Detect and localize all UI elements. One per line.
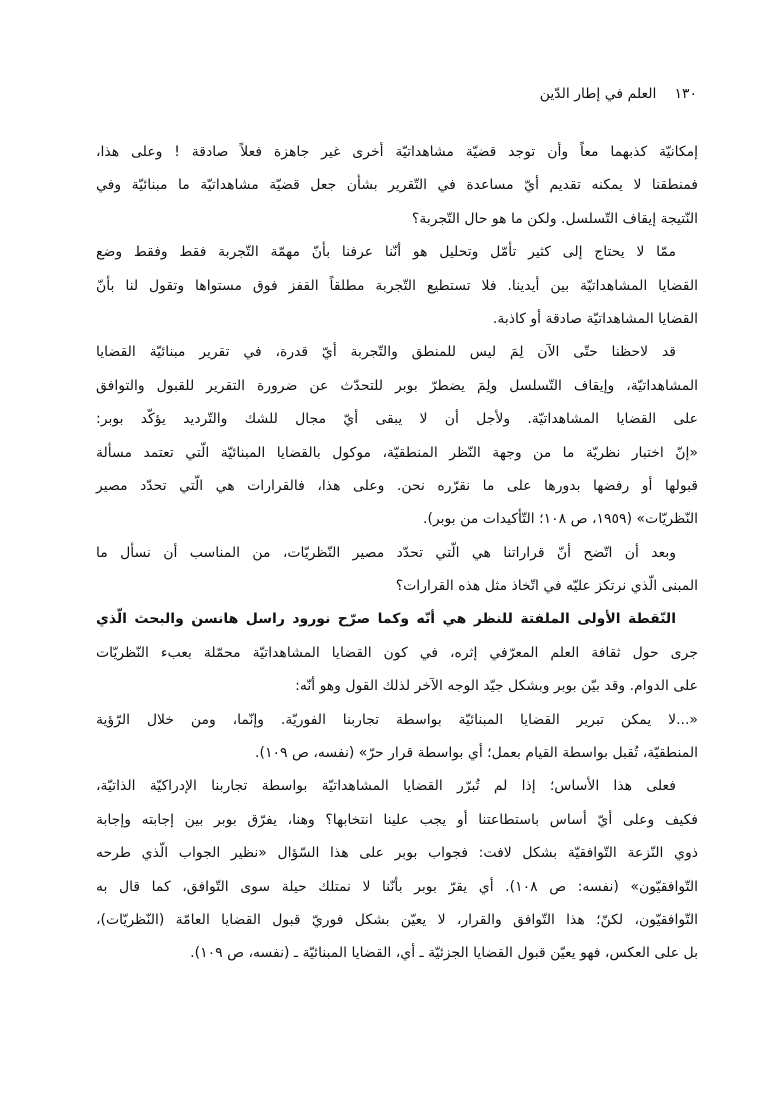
running-header <box>540 86 697 102</box>
text-line: التّوافقيّون، لكنّ؛ هذا التّوافق والقرار، لا يعيّن بشكل فوريّ قبول القضايا العامّة (النّظريّات)، <box>96 911 698 928</box>
text-line: النّتيجة إيقاف التّسلسل. ولكن ما هو حال التّجربة؟ <box>411 210 698 227</box>
text-line: ممّا لا يحتاج إلى كثير تأمّل وتحليل هو أنّنا عرفنا بأنّ مهمّة التّجربة فقط وفقط وضع <box>96 244 676 261</box>
text-line: على القضايا المشاهداتيّة. ولأجل أن لا يبقى أيّ مجال للشك والتّرديد يؤكّد بوبر: <box>96 411 698 428</box>
text-line: فعلى هذا الأساس؛ إذا لم تُبرّر القضايا المشاهداتيّة بواسطة تجاربنا الإدراكيّة الذاتيّة، <box>96 778 676 795</box>
text-line: النّظريّات» (١٩٥٩، ص ١٠٨؛ التّأكيدات من بوبر). <box>423 511 698 528</box>
text-line: القضايا المشاهداتيّة بين أيدينا. فلا تستطيع التّجربة مطلقاً القفز فوق مستواها وتقول لنا بأنّ <box>96 277 698 294</box>
text-line: فكيف وعلى أيّ أساس باستطاعتنا أو يجب علينا انتخابها؟ وهنا، يفرّق بوبر بين إجابته وإجابة <box>96 811 698 828</box>
running-title: العلم في إطار الدّين <box>539 86 657 102</box>
text-line: المبنى الّذي نرتكز عليّه في اتّخاذ مثل هذه القرارات؟ <box>395 578 698 595</box>
text-line: وبعد أن اتّضح أنّ قراراتنا هي الّتي تحدّد مصير النّظريّات، من المناسب أن نسأل ما <box>96 544 676 561</box>
text-line: القضايا المشاهداتيّة صادقة أو كاذبة. <box>492 310 698 327</box>
text-line: «...لا يمكن تبرير القضايا المبنائيّة بواسطة تجاربنا الفوريّة. وإنّما، ومن خلال الرّؤية <box>96 711 698 728</box>
text-line: على الدوام. وقد بيّن بوبر وبشكل جيّد الوجه الآخر لذلك القول وهو أنّه: <box>295 678 698 695</box>
text-line: قبولها أو رفضها بدورها على ما نقرّره نحن. وعلى هذا، فالقرارات هي الّتي تحدّد مصير <box>96 477 698 494</box>
text-line: المنطقيّة، تُقبل بواسطة القيام بعمل؛ أي بواسطة قرار حرّ» (نفسه، ص ١٠٩). <box>255 745 698 762</box>
text-line: إمكانيّة كذبهما معاً وأن توجد قضيّة مشاهداتيّة أخرى غير جاهزة فعلاً صادقة ! وعلى هذا، <box>96 144 698 160</box>
text-line: النّقطة الأولى الملفتة للنظر هي أنّه وكما صرّح نورود راسل هانسن والبحث الّذي <box>96 611 676 628</box>
text-line: فمنطقنا لا يمكنه تقديم أيّ مساعدة في التّقرير بشأن جعل قضيّة مشاهداتيّة ما مبنائيّة وفي <box>96 177 698 194</box>
body-text <box>96 136 698 971</box>
text-line: بل على العكس، فهو يعيّن قبول القضايا الجزئيّة ـ أي، القضايا المبنائيّة ـ (نفسه، ص ١٠٩). <box>190 945 698 962</box>
text-line: ذوي النّزعة التّوافقيّة بشكل لافت: فجواب بوبر على هذا السّؤال «نظير الجواب الّذي طرحه <box>96 845 698 862</box>
text-line: قد لاحظنا حتّى الآن لِمَ ليس للمنطق والتّجربة أيّ قدرة، في تقرير مبنائيّة القضايا <box>96 344 676 361</box>
text-line: التّوافقيّون» (نفسه: ص ١٠٨). أي يقرّ بوبر بأنّنا لا نمتلك حيلة سوى التّوافق، كما قال به <box>96 878 698 895</box>
text-line: «إنّ اختبار نظريّة ما من وجهة النّظر المنطقيّة، موكول بالقضايا المبنائيّة الّتي تعتمد مسألة <box>96 444 698 461</box>
text-line: المشاهداتيّة، وإيقاف التّسلسل ولِمَ يضطرّ بوبر للتحدّث عن ضرورة التقرير للقبول والتوافق <box>96 377 698 394</box>
text-line: جرى حول ثقافة العلم المعرّفي إثره، في كون القضايا المشاهداتيّة محمّلة بعبء النّظريّات <box>96 644 698 661</box>
page-number: ١٣٠ <box>674 86 697 102</box>
